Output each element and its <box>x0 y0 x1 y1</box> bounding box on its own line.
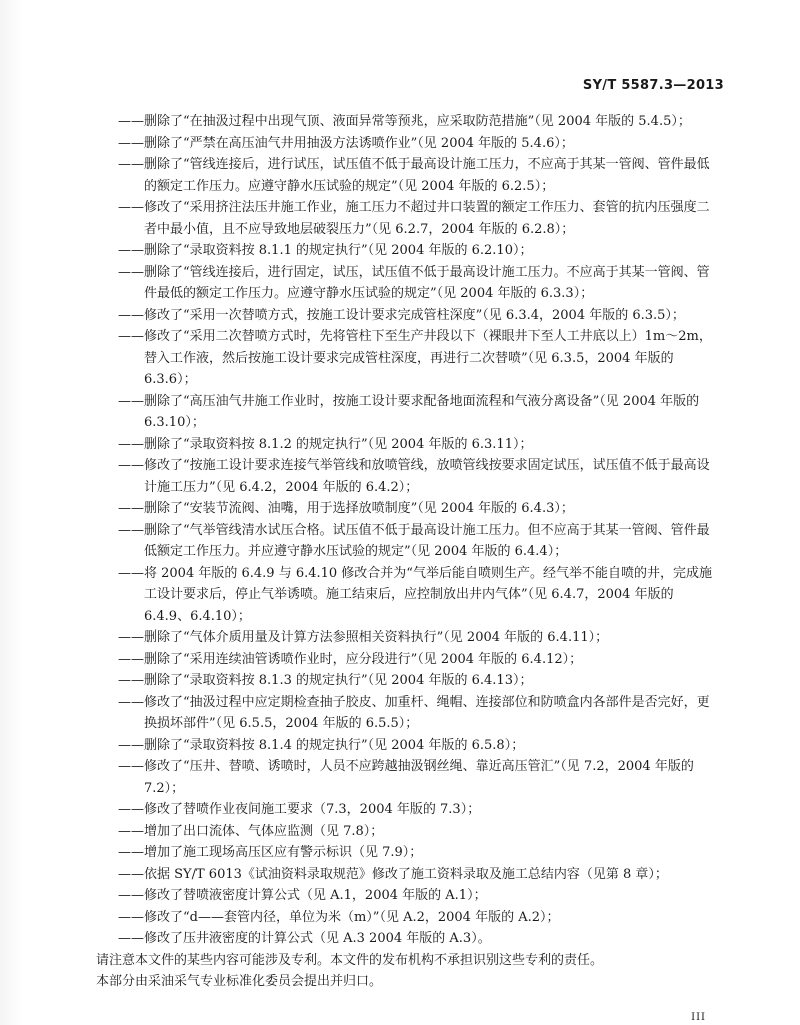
list-item: ——修改了“采用挤注法压井施工作业，施工压力不超过井口装置的额定工作压力、套管的抗内压强度二者中最小值，且不应导致地层破裂压力”（见 6.2.7，2004 年版的 6.2.8）； <box>118 200 710 237</box>
list-item: ——修改了“d——套管内径，单位为米（m）”（见 A.2，2004 年版的 A.2）； <box>118 909 560 925</box>
list-item: ——删除了“严禁在高压油气井用抽汲方法诱喷作业”（见 2004 年版的 5.4.6）； <box>118 135 574 151</box>
list-item: ——删除了“采用连续油管诱喷作业时，应分段进行”（见 2004 年版的 6.4.12）； <box>118 651 583 667</box>
list-item: ——将 2004 年版的 6.4.9 与 6.4.10 修改合并为“气举后能自喷则生产。经气举不能自喷的井，完成施工设计要求后，停止气举诱喷。施工结束后，应控制放出井内气体”（见 6.4.7，2004 年版的 6.4.9、6.4.10）； <box>118 565 712 624</box>
list-item: ——修改了替喷作业夜间施工要求（7.3，2004 年版的 7.3）； <box>118 802 481 817</box>
list-item: ——删除了“高压油气井施工作业时，按施工设计要求配备地面流程和气液分离设备”（见 2004 年版的 6.3.10）； <box>118 393 700 430</box>
list-item: ——删除了“在抽汲过程中出现气顶、液面异常等预兆，应采取防范措施”（见 2004 年版的 5.4.5）； <box>118 114 691 129</box>
list-item: ——删除了“录取资料按 8.1.1 的规定执行”（见 2004 年版的 6.2.10）； <box>118 243 533 258</box>
standard-number: SY/T 5587.3—2013 <box>582 78 724 93</box>
list-item: ——删除了“管线连接后，进行固定，试压，试压值不低于最高设计施工压力。不应高于其某一管阀、管件最低的额定工作压力。应遵守静水压试验的规定”（见 2004 年版的 6.3.3）； <box>118 264 710 301</box>
patent-notice: 请注意本文件的某些内容可能涉及专利。本文件的发布机构不承担识别这些专利的责任。 <box>96 952 604 968</box>
page-number: III <box>691 1012 706 1023</box>
list-item: ——修改了“按施工设计要求连接气举管线和放喷管线，放喷管线按要求固定试压，试压值不低于最高设计施工压力”（见 6.4.2，2004 年版的 6.4.2）； <box>118 458 710 495</box>
list-item: ——删除了“安装节流阀、油嘴，用于选择放喷制度”（见 2004 年版的 6.4.3）； <box>118 501 574 516</box>
list-item: ——修改了替喷液密度计算公式（见 A.1，2004 年版的 A.1）； <box>118 888 487 903</box>
list-item: ——修改了“采用一次替喷方式，按施工设计要求完成管柱深度”（见 6.3.4，2004 年版的 6.3.5）； <box>118 307 685 323</box>
list-item: ——增加了出口流体、气体应监测（见 7.8）； <box>118 823 384 839</box>
list-item: ——删除了“管线连接后，进行试压，试压值不低于最高设计施工压力，不应高于其某一管阀、管件最低的额定工作压力。应遵守静水压试验的规定”（见 2004 年版的 6.2.5）； <box>118 157 710 194</box>
change-list <box>96 111 722 993</box>
list-item: ——修改了“抽汲过程中应定期检查抽子胶皮、加重杆、绳帽、连接部位和防喷盒内各部件是否完好，更换损坏部件”（见 6.5.5，2004 年版的 6.5.5）； <box>118 694 710 731</box>
list-item: ——删除了“气举管线清水试压合格。试压值不低于最高设计施工压力。但不应高于其某一管阀、管件最低额定工作压力。并应遵守静水压试验的规定”（见 2004 年版的 6.4.4）； <box>118 522 710 559</box>
list-item: ——删除了“录取资料按 8.1.3 的规定执行”（见 2004 年版的 6.4.13）； <box>118 673 533 688</box>
list-item: ——删除了“气体介质用量及计算方法参照相关资料执行”（见 2004 年版的 6.4.11）； <box>118 630 609 645</box>
list-item: ——修改了“压井、替喷、诱喷时，人员不应跨越抽汲钢丝绳、靠近高压管汇”（见 7.2，2004 年版的 7.2）； <box>118 759 694 796</box>
list-item: ——修改了压井液密度的计算公式（见 A.3 2004 年版的 A.3）。 <box>118 931 491 946</box>
list-item: ——修改了“采用二次替喷方式时，先将管柱下至生产井段以下（裸眼井下至人工井底以上）1m～2m，替入工作液，然后按施工设计要求完成管柱深度，再进行二次替喷”（见 6.3.5，2004 年版的 6.3.6）； <box>118 329 712 387</box>
list-item: ——删除了“录取资料按 8.1.2 的规定执行”（见 2004 年版的 6.3.11）； <box>118 436 533 452</box>
list-item: ——删除了“录取资料按 8.1.4 的规定执行”（见 2004 年版的 6.5.8）； <box>118 737 525 753</box>
list-item: ——增加了施工现场高压区应有警示标识（见 7.9）； <box>118 845 423 860</box>
proposal-statement: 本部分由采油采气专业标准化委员会提出并归口。 <box>96 974 383 989</box>
list-item: ——依据 SY/T 6013《试油资料录取规范》修改了施工资料录取及施工总结内容（见第 8 章）； <box>118 866 668 882</box>
